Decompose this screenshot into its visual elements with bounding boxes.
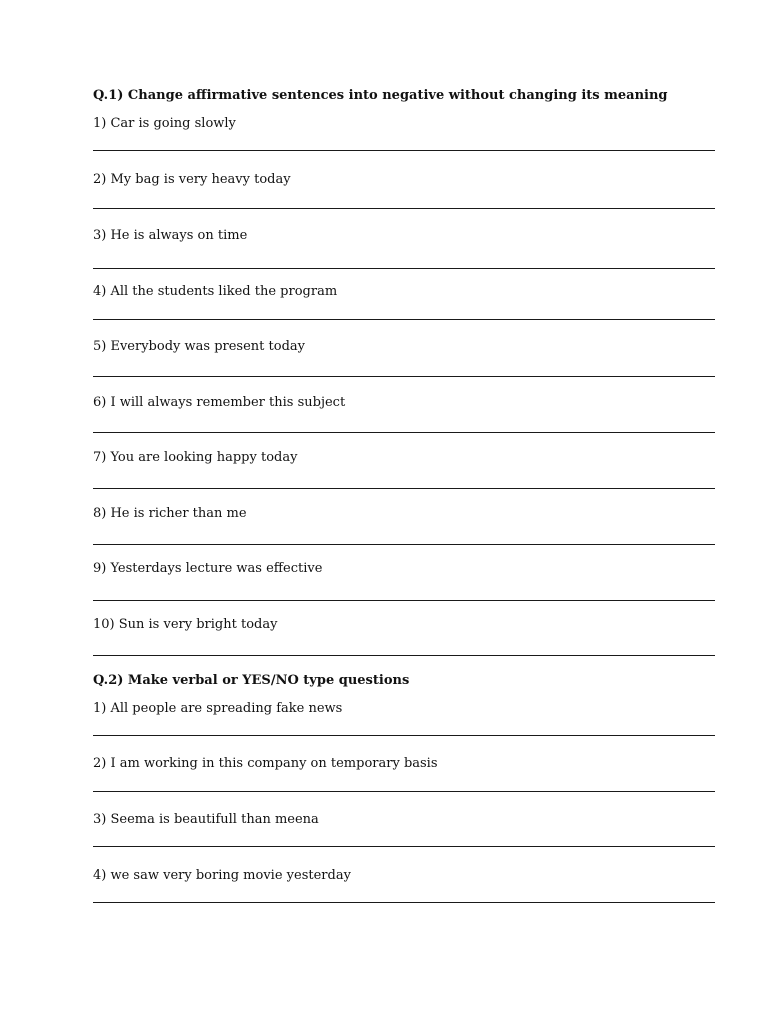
section1-item-5: 5) Everybody was present today xyxy=(93,339,305,354)
section2-item-1: 1) All people are spreading fake news xyxy=(93,701,343,716)
section1-item-9: 9) Yesterdays lecture was effective xyxy=(93,561,323,576)
section1-item-3: 3) He is always on time xyxy=(93,228,248,243)
section1-item-1: 1) Car is going slowly xyxy=(93,116,236,131)
section1-item-4: 4) All the students liked the program xyxy=(93,284,338,299)
section1-item-6: 6) I will always remember this subject xyxy=(93,395,346,410)
section2-item-2: 2) I am working in this company on temporary basis xyxy=(93,756,438,771)
section1-item-10: 10) Sun is very bright today xyxy=(93,617,278,632)
answer-line[interactable] xyxy=(93,600,715,601)
answer-line[interactable] xyxy=(93,544,715,545)
section2-heading: Q.2) Make verbal or YES/NO type questions xyxy=(93,673,410,688)
answer-line[interactable] xyxy=(93,268,715,269)
answer-line[interactable] xyxy=(93,735,715,736)
answer-line[interactable] xyxy=(93,655,715,656)
section1-item-8: 8) He is richer than me xyxy=(93,506,247,521)
section2-item-4: 4) we saw very boring movie yesterday xyxy=(93,868,351,883)
answer-line[interactable] xyxy=(93,791,715,792)
answer-line[interactable] xyxy=(93,488,715,489)
answer-line[interactable] xyxy=(93,150,715,151)
section1-item-2: 2) My bag is very heavy today xyxy=(93,172,291,187)
answer-line[interactable] xyxy=(93,208,715,209)
answer-line[interactable] xyxy=(93,319,715,320)
section1-heading: Q.1) Change affirmative sentences into negative without changing its meaning xyxy=(93,88,668,103)
answer-line[interactable] xyxy=(93,432,715,433)
answer-line[interactable] xyxy=(93,376,715,377)
section2-item-3: 3) Seema is beautifull than meena xyxy=(93,812,319,827)
section1-item-7: 7) You are looking happy today xyxy=(93,450,298,465)
answer-line[interactable] xyxy=(93,846,715,847)
answer-line[interactable] xyxy=(93,902,715,903)
